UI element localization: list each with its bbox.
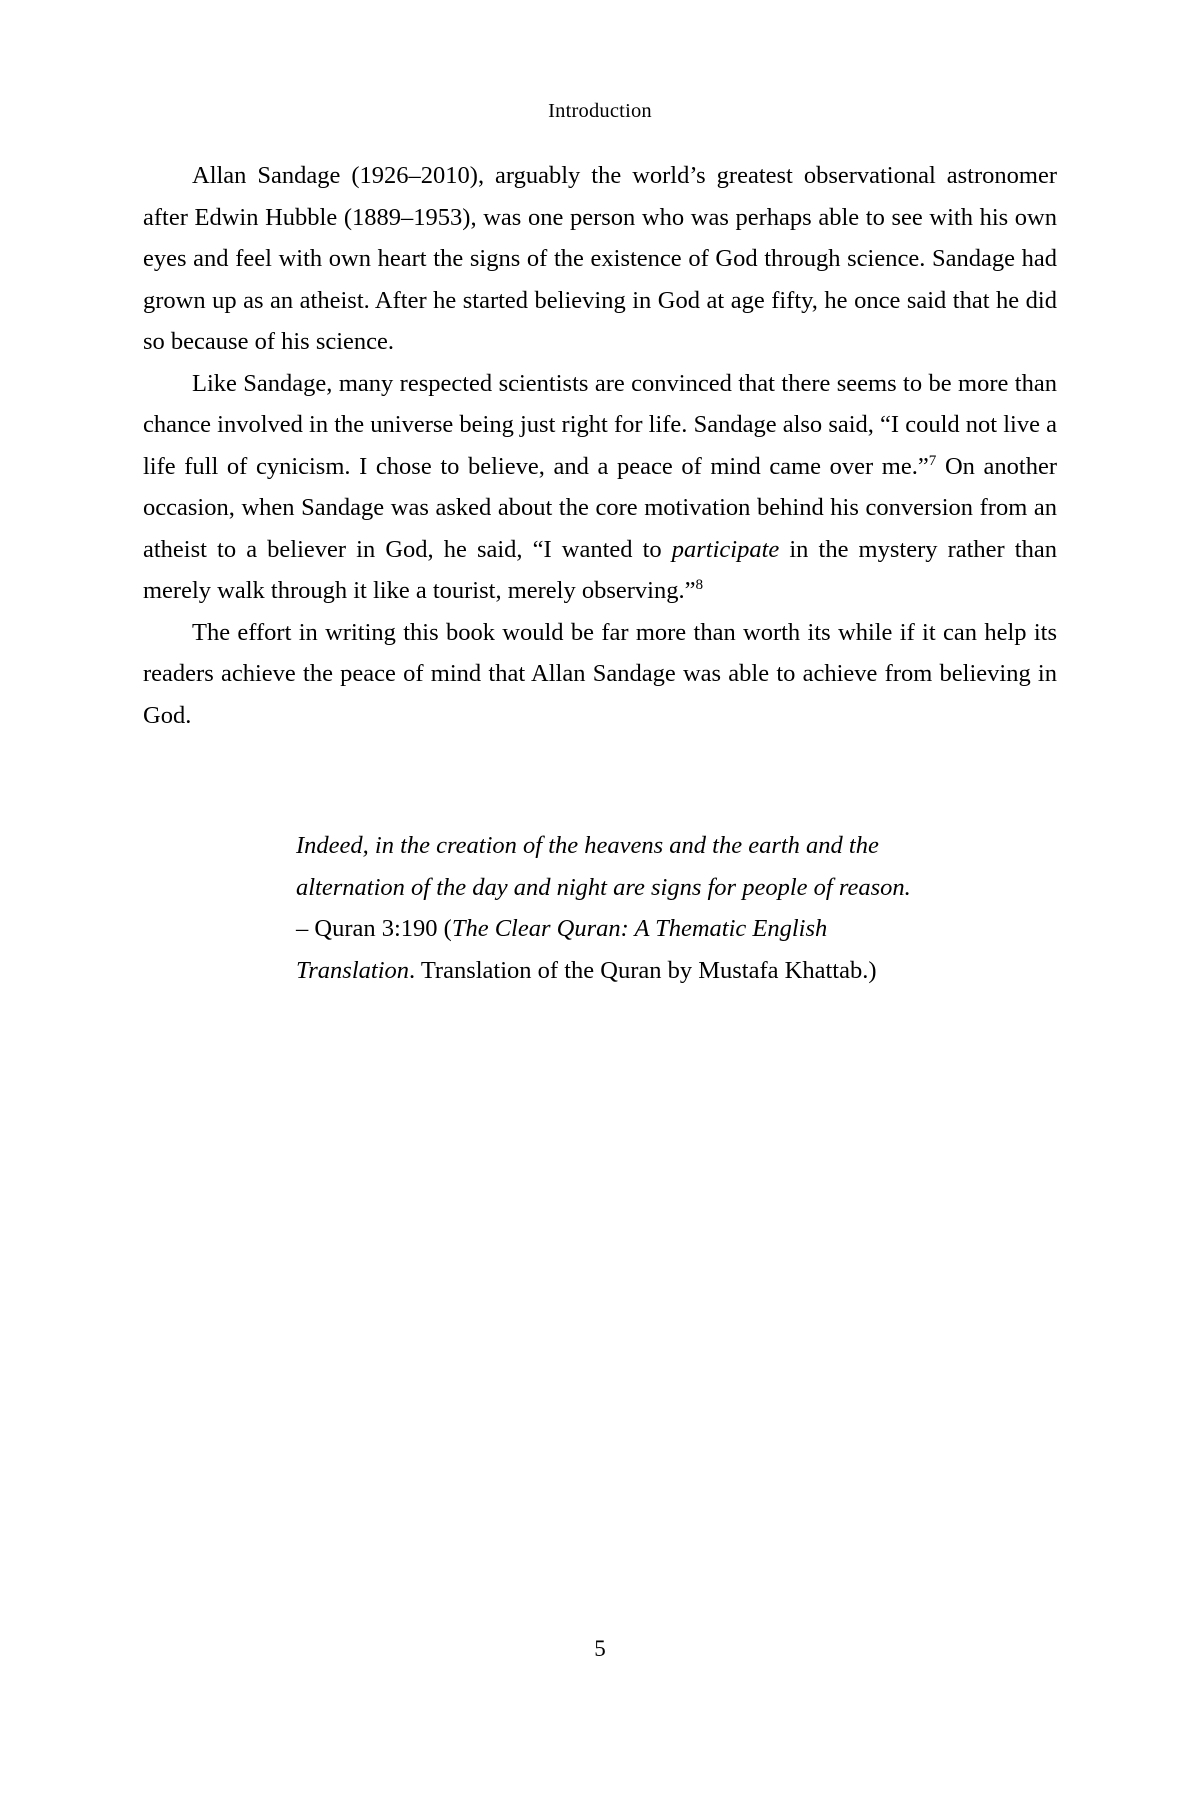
body-text: [143, 155, 1057, 736]
quote-line: Indeed, in the creation of the heavens and the earth and the: [296, 832, 879, 859]
paragraph: Allan Sandage (1926–2010), arguably the world’s greatest observational astronomer after Edwin Hubble (1889–1953), was one person who was perhaps able to see with his own eyes and feel with own heart the signs of the existence of God through science. Sandage had grown up as an atheist. After he started believing in God at age fifty, he once said that he did so because of his science.: [143, 162, 1057, 355]
pull-quote: [296, 825, 956, 991]
running-head: Introduction: [548, 100, 652, 122]
paragraph: The effort in writing this book would be far more than worth its while if it can help its readers achieve the peace of mind that Allan Sandage was able to achieve from believing in God.: [143, 618, 1057, 729]
quote-line: Translation. Translation of the Quran by Mustafa Khattab.): [296, 956, 877, 984]
paragraph: Like Sandage, many respected scientists are convinced that there seems to be more than chance involved in the universe being just right for life. Sandage also said, “I could not live a life full of cynicism. I chose to believe, and a peace of mind came over me.”$^7$ On another occasion, when Sandage was asked about the core motivation behind his conversion from an atheist to a believer in God, he said, “I wanted to participate in the mystery rather than merely walk through it like a tourist, merely observing.”$^8$: [143, 369, 1057, 604]
quote-line: alternation of the day and night are signs for people of reason.: [296, 873, 911, 901]
quote-line: – Quran 3:190 (The Clear Quran: A Thematic English: [296, 915, 828, 942]
page-number: 5: [594, 1636, 606, 1661]
